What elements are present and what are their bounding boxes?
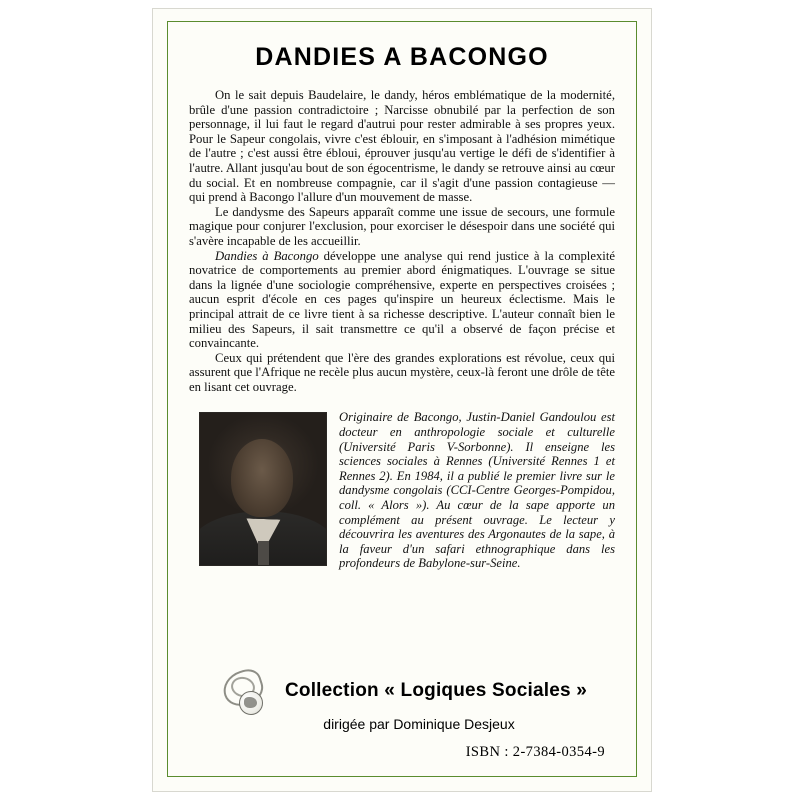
collection-title: Collection « Logiques Sociales » <box>284 680 588 701</box>
photo-head <box>231 439 293 517</box>
isbn-text: ISBN : 2-7384-0354-9 <box>465 744 605 760</box>
book-back-cover <box>152 8 652 792</box>
author-section <box>189 410 615 625</box>
page-title: DANDIES A BACONGO <box>255 43 549 71</box>
blurb-paragraph-3: Dandies à Bacongo développe une analyse qui rend justice à la complexité novatrice de comportements au premier abord énigmatiques. L'ouvrage se situe dans la lignée d'une sociologie compréhensive, experte en perspectives croisées ; aucun esprit d'école en ces pages qu'inspire un heureux éclectisme. Mais le principal attrait de ce livre tient à sa richesse descriptive. L'auteur connaît bien le milieu des Sapeurs, il sait transmettre ce qu'il a observé de façon précise et convaincante. <box>189 248 615 351</box>
blurb-section <box>189 88 615 394</box>
author-bio-text: Originaire de Bacongo, Justin-Daniel Gandoulou est docteur en anthropologie sociale et culturelle (Université Paris V-Sorbonne). Il enseigne les sciences sociales à Rennes (Université Rennes 1 et Rennes 2). En 1984, il a publié le premier livre sur le dandysme congolais (CCI-Centre Georges-Pompidou, coll. « Alors »). Au cœur de la sape apporte un complément au présent ouvrage. Le lecteur y découvrira les aventures des Argonautes de la sape, à la faveur d'un safari ethnographique dans les profondeurs de Babylone-sur-Seine. <box>339 410 615 571</box>
blurb-paragraph-4: Ceux qui prétendent que l'ère des grandes explorations est révolue, ceux qui assurent que l'Afrique ne recèle plus aucun mystère, ceux-là feront une drôle de tête en lisant cet ouvrage. <box>189 350 615 394</box>
blurb-paragraph-2: Le dandysme des Sapeurs apparaît comme une issue de secours, une formule magique pour conjurer l'exclusion, pour exorciser le désespoir dans une société qui s'avère incapable de les accueillir. <box>189 204 615 248</box>
cover-footer <box>189 669 615 761</box>
photo-tie <box>258 541 269 565</box>
globe-icon <box>239 691 263 715</box>
collection-line <box>189 669 615 713</box>
cover-content <box>189 37 615 767</box>
publisher-logo-icon <box>217 669 275 713</box>
blurb-paragraph-1: On le sait depuis Baudelaire, le dandy, héros emblématique de la modernité, brûle d'une passion contradictoire ; Narcisse obnubilé par la perfection de son personnage, il lui faut le regard d'autrui pour rester admirable à ses propres yeux. Pour le Sapeur congolais, vivre c'est éblouir, en s'imposant à l'adhésion mimétique de l'autre ; c'est aussi être ébloui, éprouver jusqu'au vertige le défi de s'identifier à l'autre. Allant jusqu'au bout de son égocentrisme, le dandy se retrouve ainsi au cœur du social. Et en nombreuse compagnie, car il s'agit d'une passion contagieuse — qui prend à Bacongo l'allure d'un mouvement de masse. <box>189 88 615 205</box>
author-photo <box>199 412 327 566</box>
collection-director: dirigée par Dominique Desjeux <box>323 716 515 732</box>
